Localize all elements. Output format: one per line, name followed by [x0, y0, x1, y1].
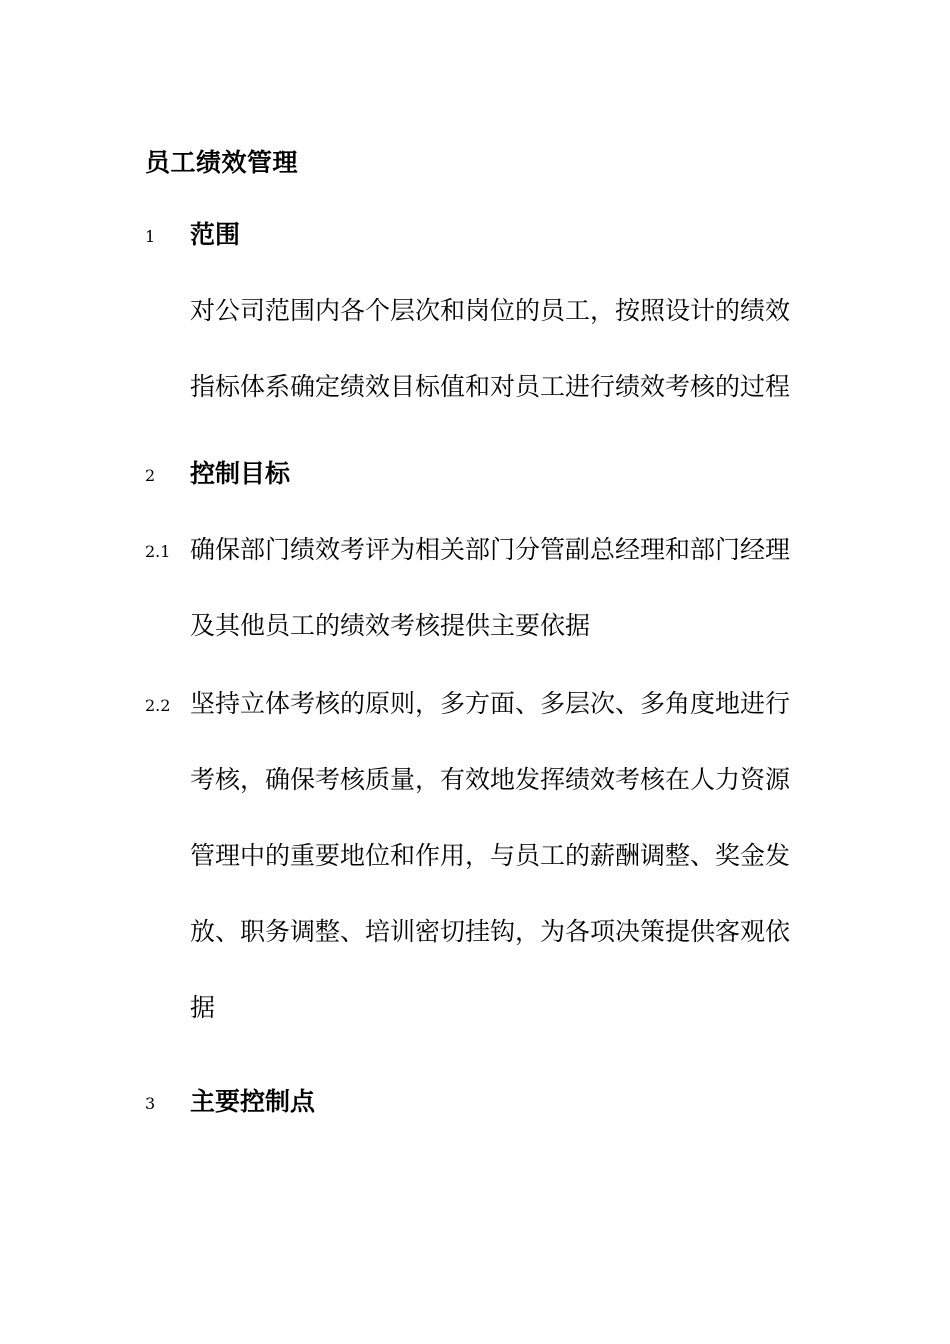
item-2-1-paragraph	[190, 533, 810, 643]
section-1-paragraph	[190, 294, 810, 404]
paragraph-line: 指标体系确定绩效目标值和对员工进行绩效考核的过程	[190, 372, 791, 401]
paragraph-line: 对公司范围内各个层次和岗位的员工，按照设计的绩效	[190, 296, 791, 325]
paragraph-line: 确保部门绩效考评为相关部门分管副总经理和部门经理	[190, 535, 791, 564]
paragraph-line: 据	[190, 993, 216, 1022]
item-2-1-number: 2.1	[145, 542, 171, 561]
section-1-number: 1	[145, 227, 156, 246]
section-2-number: 2	[145, 466, 156, 485]
section-3-number: 3	[145, 1094, 156, 1113]
paragraph-line: 放、职务调整、培训密切挂钩，为各项决策提供客观依	[190, 917, 791, 946]
paragraph-line: 管理中的重要地位和作用，与员工的薪酬调整、奖金发	[190, 841, 791, 870]
item-2-2-paragraph	[190, 687, 810, 1025]
item-2-2-number: 2.2	[145, 696, 171, 715]
section-2-heading: 控制目标	[190, 459, 291, 488]
paragraph-line: 考核，确保考核质量，有效地发挥绩效考核在人力资源	[190, 765, 791, 794]
document-title: 员工绩效管理	[145, 148, 299, 177]
section-3-heading: 主要控制点	[190, 1087, 316, 1116]
paragraph-line: 及其他员工的绩效考核提供主要依据	[190, 611, 591, 640]
paragraph-line: 坚持立体考核的原则，多方面、多层次、多角度地进行	[190, 689, 791, 718]
section-1-heading: 范围	[190, 220, 241, 249]
